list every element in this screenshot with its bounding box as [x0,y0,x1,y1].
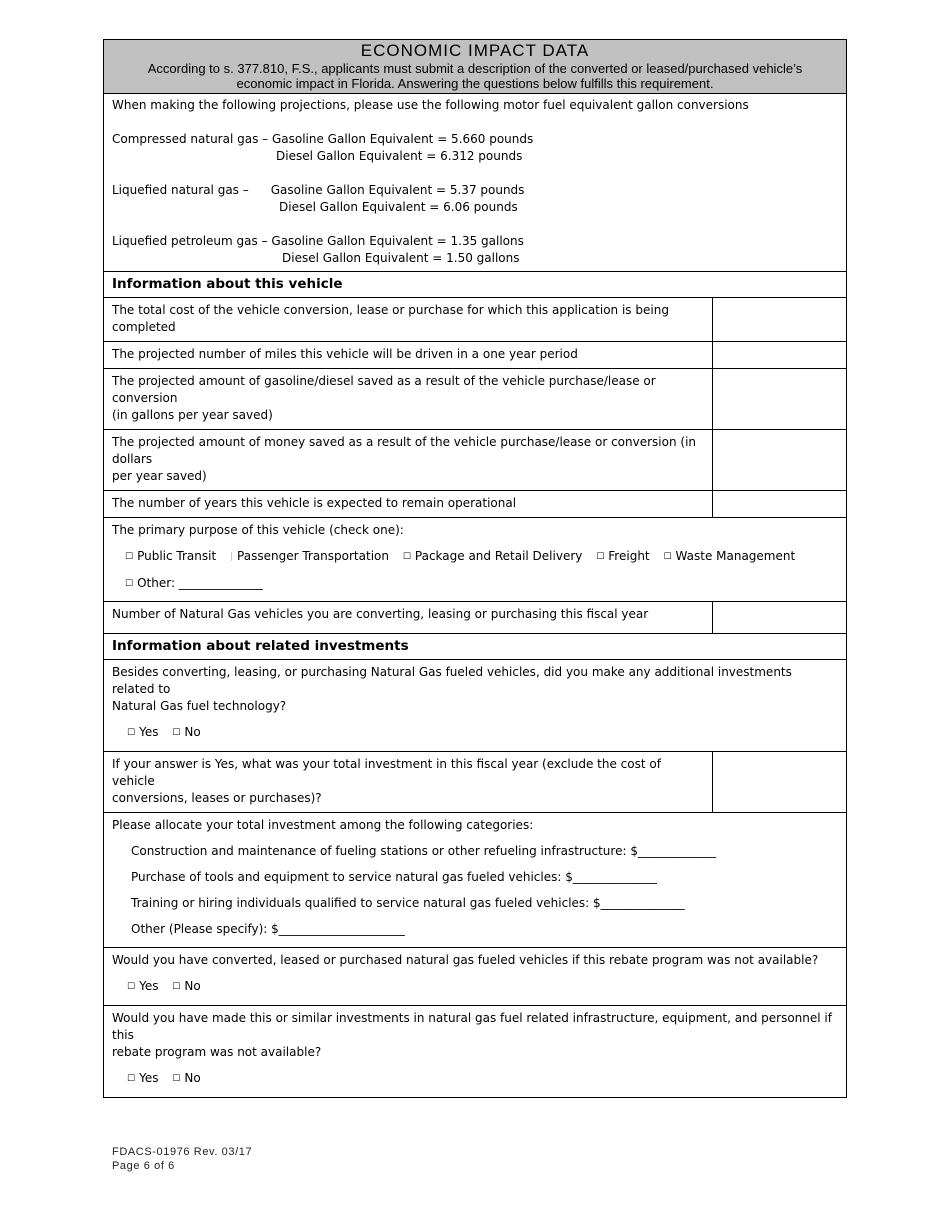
question-fuel-saved: The projected amount of gasoline/diesel saved as a result of the vehicle purchase/lease or conversion (in gallons per year saved) [104,368,846,429]
question-miles: The projected number of miles this vehicle will be driven in a one year period [104,341,846,368]
lpg-diesel: Diesel Gallon Equivalent = 1.50 gallons [282,251,520,265]
lng-gasoline: Liquefied natural gas – Gasoline Gallon Equivalent = 5.37 pounds [112,183,525,197]
purpose-passenger-transportation[interactable]: | Passenger Transportation [230,548,389,566]
cng-gasoline: Compressed natural gas – Gasoline Gallon Equivalent = 5.660 pounds [112,132,534,146]
form-page [103,39,847,1098]
purpose-package-delivery[interactable]: ☐ Package and Retail Delivery [403,548,583,566]
additional-yes-no [112,724,838,742]
question-years: The number of years this vehicle is expected to remain operational [104,490,846,517]
checkbox-icon[interactable]: ☐ [172,982,181,992]
checkbox-icon[interactable]: ☐ [172,728,181,738]
without-invest-no-option[interactable]: ☐ No [172,1070,200,1088]
form-id: FDACS-01976 Rev. 03/17 [112,1146,253,1158]
miles-answer-field[interactable] [712,342,846,368]
checkbox-icon[interactable]: ☐ [172,1074,181,1084]
form-header [104,40,846,94]
checkbox-icon[interactable]: ☐ [596,552,605,562]
money-saved-answer-field[interactable] [712,430,846,490]
purpose-public-transit[interactable]: ☐ Public Transit [125,548,216,566]
investments-section-heading: Information about related investments [104,633,846,659]
allocation-training[interactable]: Training or hiring individuals qualified to service natural gas fueled vehicles: $______________ [131,896,685,910]
question-total-investment: If your answer is Yes, what was your total investment in this fiscal year (exclude the cost of vehicle conversions, leases or purchases)? [104,751,846,812]
page-number: Page 6 of 6 [112,1160,175,1172]
conversion-intro: When making the following projections, please use the following motor fuel equivalent gallon conversions [112,98,749,112]
fuel-saved-answer-field[interactable] [712,369,846,429]
without-invest-yes-no [112,1070,838,1088]
form-subtitle-line1: According to s. 377.810, F.S., applicants must submit a description of the converted or leased/purchased vehicle’s [147,61,803,76]
checkbox-icon[interactable]: ☐ [402,552,411,562]
question-vehicle-count: Number of Natural Gas vehicles you are converting, leasing or purchasing this fiscal year [104,601,846,633]
vehicle-count-answer-field[interactable] [712,602,846,633]
question-allocate: Please allocate your total investment among the following categories: Construction and maintenance of fueling stations or other refueling infrastructure: $_____________ Purchase of tools and equipment to service natural gas fueled vehicles: $______________ Training or hiring individuals qualified to service natural gas fueled vehicles: $______________ Other (Please specify): $_____________________ [104,812,846,947]
years-answer-field[interactable] [712,491,846,517]
lng-diesel: Diesel Gallon Equivalent = 6.06 pounds [279,200,518,214]
question-additional-investments: Besides converting, leasing, or purchasing Natural Gas fueled vehicles, did you make any additional investments related to Natural Gas fuel technology? ☐ Yes ☐ No [104,659,846,751]
page-footer [112,1145,252,1173]
question-without-rebate-investments: Would you have made this or similar investments in natural gas fuel related infrastructure, equipment, and personnel if this rebate program was not available? ☐ Yes ☐ No [104,1005,846,1097]
conversions-section [104,94,846,271]
checkbox-icon[interactable]: ☐ [127,728,136,738]
purpose-other[interactable]: ☐ Other: ______________ [112,575,838,593]
vehicle-section-heading: Information about this vehicle [104,271,846,297]
purpose-waste-management[interactable]: ☐ Waste Management [663,548,795,566]
checkbox-icon[interactable]: ☐ [125,552,134,562]
total-investment-answer-field[interactable] [712,752,846,812]
lng-label: Liquefied natural gas – [112,183,249,197]
question-money-saved: The projected amount of money saved as a result of the vehicle purchase/lease or conversion (in dollars per year saved) [104,429,846,490]
cng-diesel: Diesel Gallon Equivalent = 6.312 pounds [276,149,523,163]
question-total-cost: The total cost of the vehicle conversion, lease or purchase for which this application is being completed [104,297,846,341]
allocation-tools[interactable]: Purchase of tools and equipment to service natural gas fueled vehicles: $______________ [131,870,657,884]
economic-impact-table [103,39,847,1098]
additional-yes-option[interactable]: ☐ Yes [127,724,158,742]
form-title: ECONOMIC IMPACT DATA [360,41,590,60]
without-invest-yes-option[interactable]: ☐ Yes [127,1070,158,1088]
additional-no-option[interactable]: ☐ No [172,724,200,742]
checkbox-icon[interactable]: ☐ [127,982,136,992]
checkbox-icon[interactable]: | [229,552,234,562]
checkbox-icon[interactable]: ☐ [127,1074,136,1084]
question-purpose: The primary purpose of this vehicle (check one): ☐ Public Transit | Passenger Transportation ☐ Package and Retail Delivery ☐ Freight ☐ Waste Management ☐ Other: ______________ [104,517,846,601]
checkbox-icon[interactable]: ☐ [663,552,672,562]
without-vehicles-yes-option[interactable]: ☐ Yes [127,978,158,996]
total-cost-answer-field[interactable] [712,298,846,341]
purpose-options [112,548,838,566]
question-without-rebate-vehicles: Would you have converted, leased or purchased natural gas fueled vehicles if this rebate program was not available? ☐ Yes ☐ No [104,947,846,1005]
purpose-freight[interactable]: ☐ Freight [596,548,649,566]
form-subtitle-line2: economic impact in Florida. Answering the questions below fulfills this requirement. [236,76,714,91]
without-vehicles-yes-no [112,978,838,996]
without-vehicles-no-option[interactable]: ☐ No [172,978,200,996]
allocation-construction[interactable]: Construction and maintenance of fueling stations or other refueling infrastructure: $_____________ [131,844,716,858]
allocation-other[interactable]: Other (Please specify): $_____________________ [131,922,405,936]
conversion-text [104,94,757,271]
checkbox-icon[interactable]: ☐ [125,579,134,589]
lpg-gasoline: Liquefied petroleum gas – Gasoline Gallon Equivalent = 1.35 gallons [112,234,524,248]
